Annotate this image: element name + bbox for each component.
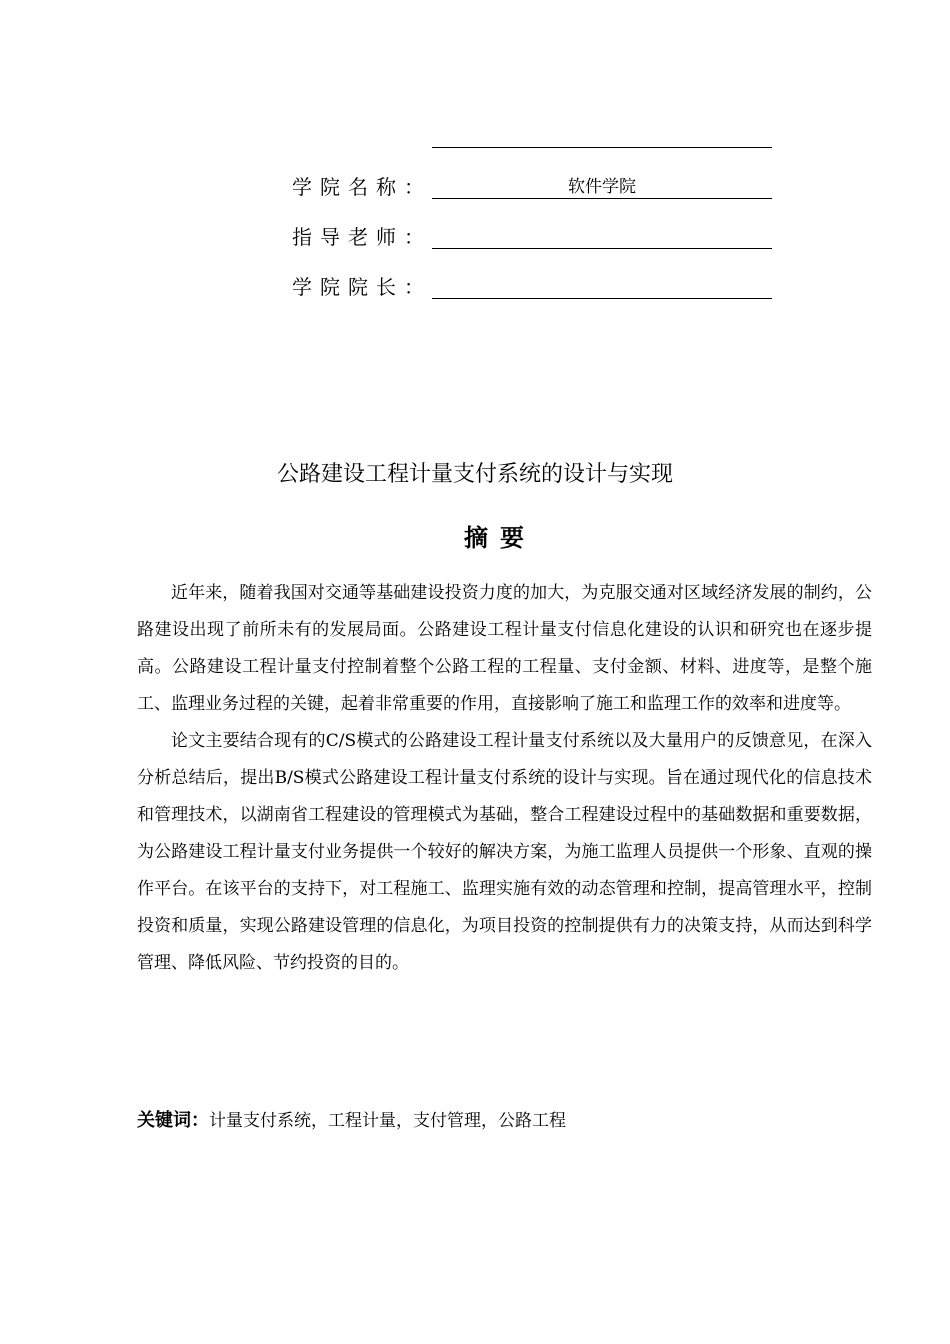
keywords-label: 关键词：	[137, 1110, 209, 1131]
abstract-paragraph: 论文主要结合现有的C/S模式的公路建设工程计量支付系统以及大量用户的反馈意见，在深入分析总结后，提出B/S模式公路建设工程计量支付系统的设计与实现。旨在通过现代化的信息技术和管理技术，以湖南省工程建设的管理模式为基础，整合工程建设过程中的基础数据和重要数据，为公路建设工程计量支付业务提供一个较好的解决方案，为施工监理人员提供一个形象、直观的操作平台。在该平台的支持下，对工程施工、监理实施有效的动态管理和控制，提高管理水平，控制投资和质量，实现公路建设管理的信息化，为项目投资的控制提供有力的决策支持，从而达到科学管理、降低风险、节约投资的目的。	[137, 731, 872, 973]
dean-underline	[432, 298, 772, 299]
abstract-body	[137, 575, 872, 982]
college-name-value: 软件学院	[568, 177, 636, 197]
abstract-paragraph: 近年来，随着我国对交通等基础建设投资力度的加大，为克服交通对区域经济发展的制约，公路建设出现了前所未有的发展局面。公路建设工程计量支付信息化建设的认识和研究也在逐步提高。公路建设工程计量支付控制着整个公路工程的工程量、支付金额、材料、进度等，是整个施工、监理业务过程的关键，起着非常重要的作用，直接影响了施工和监理工作的效率和进度等。	[137, 583, 872, 714]
college-name-underline	[432, 198, 772, 199]
advisor-underline	[432, 248, 772, 249]
keywords-value: 计量支付系统，工程计量，支付管理，公路工程	[209, 1111, 566, 1131]
dean-label: 学院院长：	[292, 275, 432, 299]
advisor-row	[292, 209, 772, 249]
dean-row	[292, 259, 772, 299]
top-underline	[432, 147, 772, 148]
keywords	[137, 1106, 872, 1136]
college-name-row	[292, 159, 772, 199]
abstract-heading: 摘要	[464, 524, 536, 552]
advisor-label: 指导老师：	[292, 225, 432, 249]
thesis-title: 公路建设工程计量支付系统的设计与实现	[276, 462, 673, 487]
college-name-label: 学院名称：	[292, 175, 432, 199]
